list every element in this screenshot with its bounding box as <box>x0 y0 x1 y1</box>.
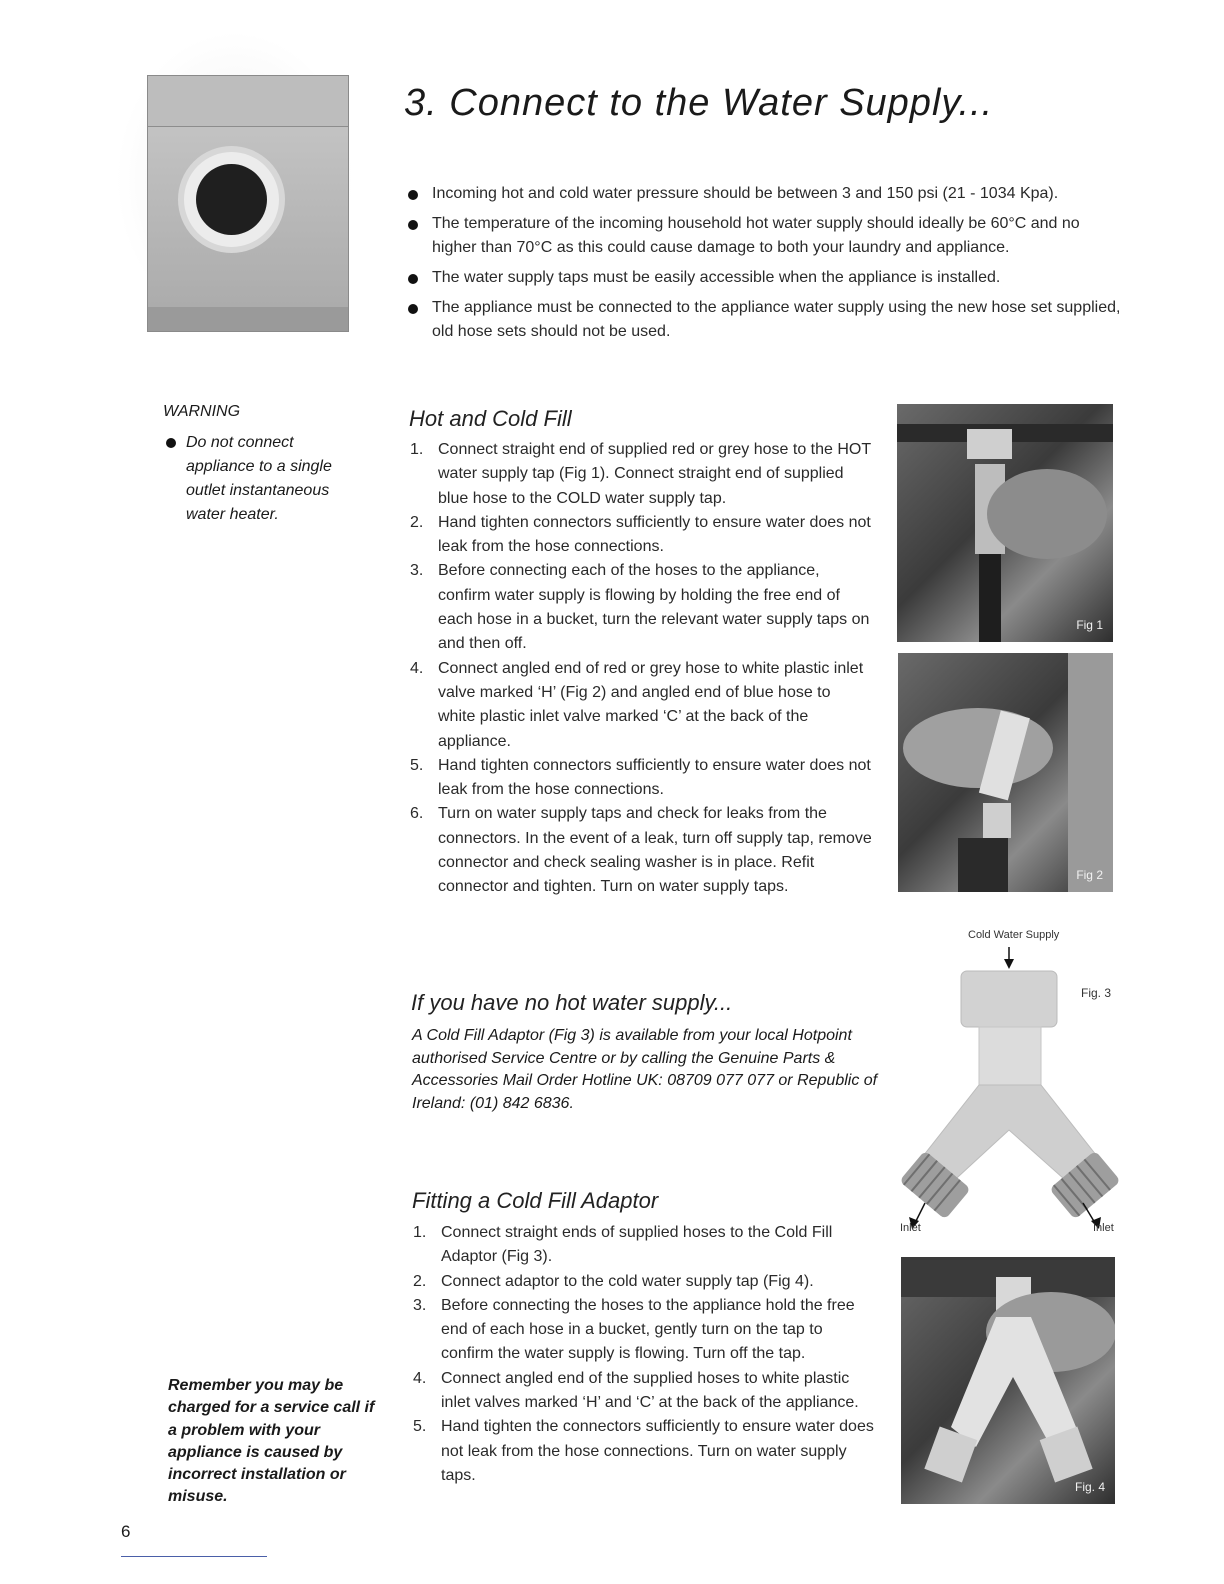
fig2-label: Fig 2 <box>1076 868 1103 882</box>
fig4-photo <box>901 1257 1115 1504</box>
no-hot-water-body: A Cold Fill Adaptor (Fig 3) is available from your local Hotpoint authorised Service Centre or by calling the Genuine Parts & Accessories Mail Order Hotline UK: 08709 077 077 or Republic of Ireland: (01) 842 6836. <box>412 1027 878 1112</box>
fitting-steps-list <box>413 1221 875 1488</box>
cold-water-supply-caption: Cold Water Supply <box>968 929 1060 941</box>
fig4-label: Fig. 4 <box>1074 1480 1105 1494</box>
list-item: The appliance must be connected to the appliance water supply using the new hose set supplied, old hose sets should not be used. <box>408 296 1128 344</box>
fig3-inlet-right-label: Inlet <box>1093 1222 1114 1234</box>
list-item: 5. Hand tighten the connectors sufficiently to ensure water does not leak from the hose connections. Turn on water supply taps. <box>413 1418 874 1484</box>
intro-bullet-list <box>408 182 1128 350</box>
list-item: 3. Before connecting the hoses to the appliance hold the free end of each hose in a bucket, gently turn on the tap to confirm the water supply is flowing. Turn off the tap. <box>413 1296 855 1363</box>
list-item: 1. Connect straight ends of supplied hoses to the Cold Fill Adaptor (Fig 3). <box>413 1224 833 1266</box>
fig3-inlet-left-label: Inlet <box>900 1222 921 1234</box>
hot-cold-fill-heading: Hot and Cold Fill <box>409 406 572 431</box>
fig2-photo <box>898 653 1113 892</box>
fitting-adaptor-heading: Fitting a Cold Fill Adaptor <box>412 1188 659 1213</box>
fig1-label: Fig 1 <box>1076 618 1103 632</box>
no-hot-water-heading: If you have no hot water supply... <box>411 990 733 1015</box>
list-item: 4. Connect angled end of red or grey hose to white plastic inlet valve marked ‘H’ (Fig 2) and angled end of blue hose to white plastic inlet valve marked ‘C’ at the back of the appliance. <box>410 659 864 750</box>
list-item: 6. Turn on water supply taps and check for leaks from the connectors. In the event of a leak, turn off supply tap, remove connector and check sealing washer is in place. Refit connector and tighten. Turn on water supply taps. <box>410 805 872 896</box>
list-item: 2. Hand tighten connectors sufficiently to ensure water does not leak from the hose connections. <box>410 513 871 556</box>
fig3-label: Fig. 3 <box>1081 986 1112 1000</box>
fig1-photo <box>897 404 1113 642</box>
fig3-adaptor-diagram <box>895 925 1120 1240</box>
bullet-icon <box>166 438 176 448</box>
remember-note: Remember you may be charged for a service call if a problem with your appliance is caused by incorrect installation or misuse. <box>168 1377 375 1506</box>
list-item: 2. Connect adaptor to the cold water supply tap (Fig 4). <box>413 1272 814 1290</box>
list-item: 1. Connect straight end of supplied red or grey hose to the HOT water supply tap (Fig 1). Connect straight end of supplied blue hose to the COLD water supply tap. <box>410 441 871 507</box>
list-item: 3. Before connecting each of the hoses to the appliance, confirm water supply is flowing by holding the free end of each hose in a bucket, turn the relevant water supply taps on and then off. <box>410 562 870 653</box>
warning-heading: WARNING <box>163 403 241 420</box>
warning-text: Do not connect appliance to a single outlet instantaneous water heater. <box>186 434 332 523</box>
hot-cold-steps-list <box>410 438 872 900</box>
washing-machine-image <box>115 30 355 330</box>
page-title: 3. Connect to the Water Supply... <box>404 82 994 124</box>
page-number: 6 <box>121 1522 131 1541</box>
list-item: 4. Connect angled end of the supplied hoses to white plastic inlet valves marked ‘H’ and ‘C’ at the back of the appliance. <box>413 1369 859 1412</box>
list-item: 5. Hand tighten connectors sufficiently to ensure water does not leak from the hose connections. <box>410 756 871 799</box>
warning-item <box>166 431 366 527</box>
list-item: Incoming hot and cold water pressure should be between 3 and 150 psi (21 - 1034 Kpa). <box>408 182 1128 206</box>
list-item: The water supply taps must be easily accessible when the appliance is installed. <box>408 266 1128 290</box>
list-item: The temperature of the incoming household hot water supply should ideally be 60°C and no higher than 70°C as this could cause damage to both your laundry and appliance. <box>408 212 1128 260</box>
footer-rule <box>121 1556 267 1557</box>
